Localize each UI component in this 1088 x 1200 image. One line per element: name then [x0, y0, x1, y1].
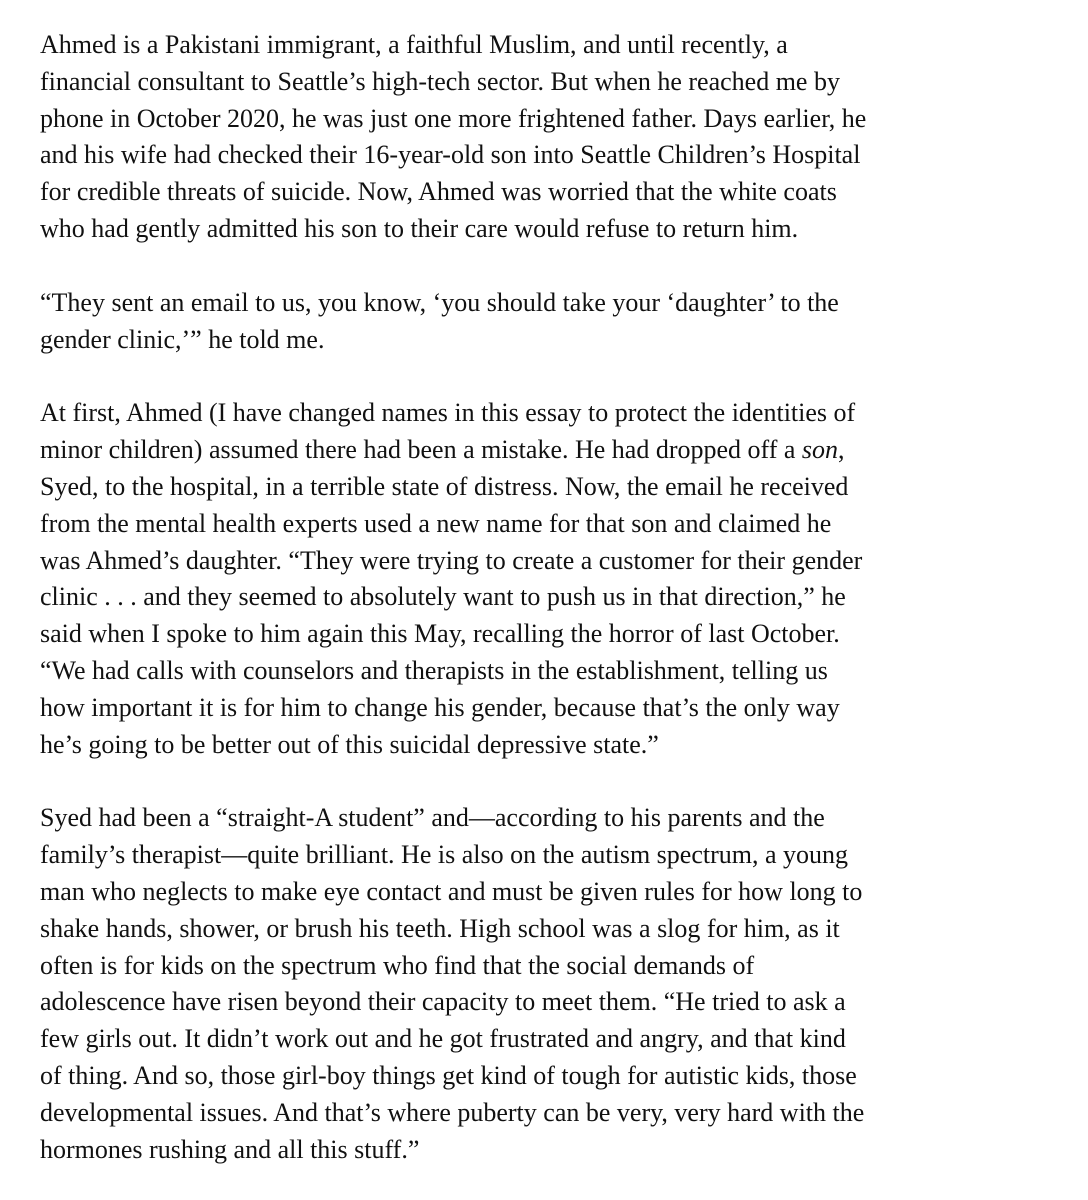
text-line: how important it is for him to change his gender, because that’s the only way: [40, 692, 840, 722]
text-line: Syed had been a “straight-A student” and—according to his parents and the: [40, 803, 825, 833]
text-line: Syed, to the hospital, in a terrible state of distress. Now, the email he received: [40, 471, 849, 501]
article-body: [40, 27, 1040, 1168]
text-line: man who neglects to make eye contact and must be given rules for how long to: [40, 876, 863, 906]
text-segment: minor children) assumed there had been a mistake. He had dropped off a: [40, 435, 802, 465]
text-line: from the mental health experts used a new name for that son and claimed he: [40, 508, 832, 538]
text-line: developmental issues. And that’s where puberty can be very, very hard with the: [40, 1097, 865, 1127]
text-line: hormones rushing and all this stuff.”: [40, 1134, 420, 1164]
paragraph-4: [40, 800, 1040, 1168]
text-line: At first, Ahmed (I have changed names in this essay to protect the identities of: [40, 398, 856, 428]
text-segment: ,: [838, 435, 845, 465]
paragraph-2: [40, 285, 1040, 359]
paragraph-3: [40, 395, 1040, 763]
emphasized-word: son: [801, 435, 839, 465]
text-line: of thing. And so, those girl-boy things get kind of tough for autistic kids, those: [40, 1060, 857, 1090]
text-line-with-emphasis: [40, 432, 1040, 469]
text-line: who had gently admitted his son to their care would refuse to return him.: [40, 213, 799, 243]
text-line: Ahmed is a Pakistani immigrant, a faithful Muslim, and until recently, a: [40, 30, 788, 59]
text-line: few girls out. It didn’t work out and he got frustrated and angry, and that kind: [40, 1024, 846, 1054]
paragraph-1: [40, 27, 1040, 248]
text-line: phone in October 2020, he was just one more frightened father. Days earlier, he: [40, 103, 867, 133]
text-line: clinic . . . and they seemed to absolutely want to push us in that direction,” he: [40, 582, 846, 612]
text-line: often is for kids on the spectrum who find that the social demands of: [40, 950, 755, 980]
text-line: was Ahmed’s daughter. “They were trying to create a customer for their gender: [40, 545, 863, 575]
text-line: said when I spoke to him again this May, recalling the horror of last October.: [40, 619, 840, 649]
text-line: “They sent an email to us, you know, ‘you should take your ‘daughter’ to the: [40, 287, 839, 317]
text-line: gender clinic,’” he told me.: [40, 324, 325, 354]
text-line: family’s therapist—quite brilliant. He is also on the autism spectrum, a young: [40, 840, 849, 870]
text-line: for credible threats of suicide. Now, Ahmed was worried that the white coats: [40, 177, 837, 207]
text-line: adolescence have risen beyond their capacity to meet them. “He tried to ask a: [40, 987, 846, 1017]
text-line: he’s going to be better out of this suicidal depressive state.”: [40, 729, 659, 759]
text-line: shake hands, shower, or brush his teeth. High school was a slog for him, as it: [40, 913, 840, 943]
text-line: and his wife had checked their 16-year-old son into Seattle Children’s Hospital: [40, 140, 861, 170]
text-line: financial consultant to Seattle’s high-tech sector. But when he reached me by: [40, 66, 840, 96]
text-line: “We had calls with counselors and therapists in the establishment, telling us: [40, 655, 828, 685]
